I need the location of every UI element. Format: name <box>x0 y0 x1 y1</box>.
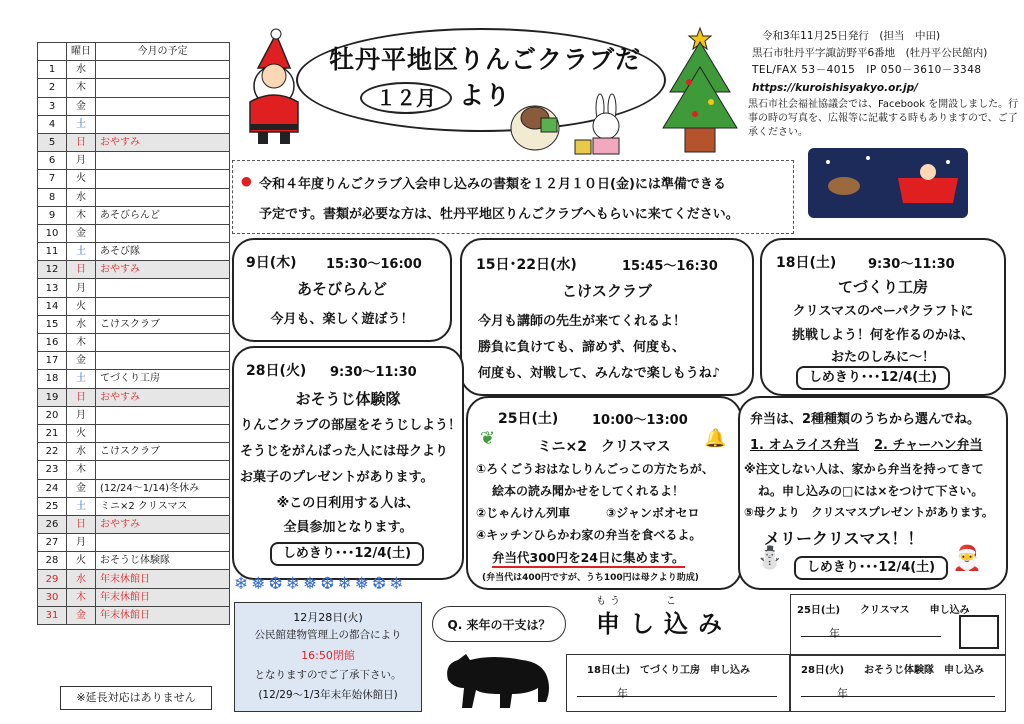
calendar-weekday: 土 <box>67 115 96 133</box>
calendar-row <box>38 206 230 224</box>
bell-icon: 🔔 <box>704 428 727 449</box>
event-18-deadline: しめきり･･･12/4(土) <box>796 366 950 390</box>
event-card-9 <box>232 238 452 342</box>
calendar-day: 5 <box>38 133 67 151</box>
santa-small-icon: 🎅 <box>952 544 982 572</box>
calendar-row <box>38 534 230 552</box>
event-28-deadline: しめきり･･･12/4(土) <box>270 542 424 566</box>
lunch-line-3: ※注文しない人は、家から弁当を持ってきて <box>744 462 984 476</box>
event-28-date: 28日(火) <box>246 363 307 379</box>
calendar-weekday: 日 <box>67 261 96 279</box>
form-25-year: 年 <box>829 627 840 640</box>
calendar-row <box>38 79 230 97</box>
calendar-plan: ミニ×2 クリスマス <box>96 497 230 515</box>
event-15-name: こけスクラブ <box>561 282 652 300</box>
cal-header-weekday: 曜日 <box>67 43 96 61</box>
calendar-weekday: 金 <box>67 97 96 115</box>
calendar-plan: (12/24～1/14)冬休み <box>96 479 230 497</box>
calendar-row <box>38 370 230 388</box>
calendar-day: 3 <box>38 97 67 115</box>
lunch-line-4: ね。申し込みの□には×をつけて下さい。 <box>758 484 984 498</box>
event-28-line-3: お菓子のプレゼントがあります。 <box>240 470 434 485</box>
calendar-plan <box>96 224 230 242</box>
calendar-plan <box>96 79 230 97</box>
event-25-line-6: (弁当代は400円ですが、うち100円は母クより助成) <box>482 573 699 583</box>
calendar-weekday: 日 <box>67 515 96 533</box>
calendar-day: 25 <box>38 497 67 515</box>
snowflake-icons: ❄❅❆❄❅❆❄❅❆❄ <box>234 574 407 594</box>
calendar-plan <box>96 279 230 297</box>
calendar-row <box>38 334 230 352</box>
calendar-plan <box>96 188 230 206</box>
event-25-line-5: 弁当代300円を24日に集めます。 <box>492 548 685 568</box>
calendar-weekday: 木 <box>67 206 96 224</box>
event-card-25 <box>466 396 742 590</box>
calendar-weekday: 火 <box>67 552 96 570</box>
calendar-day: 20 <box>38 406 67 424</box>
calendar-day: 17 <box>38 352 67 370</box>
event-25-line-1: ①ろくごうおはなしりんごっこの方たちが、 <box>476 462 714 476</box>
calendar-plan: あそび隊 <box>96 243 230 261</box>
event-25-line-3a: ②じゃんけん列車 <box>476 506 571 520</box>
calendar-day: 10 <box>38 224 67 242</box>
snowman-icon: ⛄ <box>756 546 784 571</box>
event-28-line-1: りんごクラブの部屋をそうじしよう！ <box>240 418 462 433</box>
cal-header-plan: 今月の予定 <box>96 43 230 61</box>
calendar-day: 14 <box>38 297 67 315</box>
calendar-day: 31 <box>38 606 67 624</box>
calendar-weekday: 月 <box>67 406 96 424</box>
event-25-time: 10:00～13:00 <box>592 413 688 428</box>
quiz-question: Q. 来年の干支は？ <box>447 618 551 632</box>
holly-icon: ❦ <box>480 428 496 449</box>
calendar-weekday: 水 <box>67 188 96 206</box>
calendar-day: 23 <box>38 461 67 479</box>
event-15-line-1: 今月も講師の先生が来てくれるよ！ <box>478 314 687 329</box>
calendar-day: 15 <box>38 315 67 333</box>
event-18-line-1: クリスマスのペーパクラフトに <box>792 304 974 319</box>
calendar-plan: おやすみ <box>96 515 230 533</box>
calendar-weekday: 土 <box>67 243 96 261</box>
event-25-date: 25日(土) <box>498 411 559 427</box>
calendar-day: 30 <box>38 588 67 606</box>
calendar-row <box>38 297 230 315</box>
calendar-plan <box>96 170 230 188</box>
calendar-weekday: 火 <box>67 297 96 315</box>
merry-christmas: メリークリスマス！！ <box>764 529 924 548</box>
membership-notice <box>232 160 794 234</box>
lunch-card <box>738 396 1008 590</box>
event-card-15-22 <box>460 238 754 396</box>
calendar-day: 1 <box>38 61 67 79</box>
calendar-day: 7 <box>38 170 67 188</box>
calendar-plan: おやすみ <box>96 388 230 406</box>
closing-reason: 公民館建物管理上の都合により <box>254 629 402 641</box>
tel-fax: TEL/FAX 53－4015 IP 050－3610－3348 <box>752 64 982 76</box>
event-9-desc: 今月も、楽しく遊ぼう！ <box>270 312 414 327</box>
calendar-day: 16 <box>38 334 67 352</box>
calendar-row <box>38 388 230 406</box>
event-18-line-3: おたのしみに～！ <box>830 350 935 365</box>
event-28-line-2: そうじをがんばった人には母クより <box>240 444 449 459</box>
form-28-year: 年 <box>837 687 848 700</box>
event-18-name: てづくり工房 <box>837 278 928 296</box>
event-9-date: 9日(木) <box>246 255 297 271</box>
closing-time: 16:50閉館 <box>301 649 355 662</box>
application-title: 申し込み <box>596 610 732 638</box>
calendar-day: 24 <box>38 479 67 497</box>
no-extension-note: ※延長対応はありません <box>60 686 212 710</box>
calendar-plan <box>96 352 230 370</box>
calendar-row <box>38 406 230 424</box>
calendar-day: 9 <box>38 206 67 224</box>
calendar-row <box>38 315 230 333</box>
calendar-row <box>38 170 230 188</box>
form-25-checkbox[interactable] <box>959 615 999 649</box>
calendar-row <box>38 570 230 588</box>
newsletter-title: 牡丹平地区りんごクラブだより <box>328 45 641 110</box>
form-18-year: 年 <box>617 687 628 700</box>
calendar-plan: こけスクラブ <box>96 315 230 333</box>
calendar-row <box>38 261 230 279</box>
calendar-day: 13 <box>38 279 67 297</box>
calendar-weekday: 木 <box>67 461 96 479</box>
event-18-date: 18日(土) <box>776 255 837 271</box>
calendar-weekday: 金 <box>67 352 96 370</box>
facebook-notice: 黒石市社会福祉協議会では、Facebook を開設しました。行事の時の写真を、広報等に記載する時もありますので、ご了承ください。 <box>748 99 1019 138</box>
calendar-row <box>38 152 230 170</box>
closing-notice <box>234 602 422 712</box>
calendar-row <box>38 479 230 497</box>
issue-date: 令和3年11月25日発行 (担当 中田) <box>762 30 941 42</box>
calendar-weekday: 月 <box>67 152 96 170</box>
event-28-line-4: ※この日利用する人は、 <box>276 496 420 511</box>
event-25-name: ミニ×2 クリスマス <box>537 439 671 455</box>
calendar-plan: おやすみ <box>96 261 230 279</box>
calendar-row <box>38 133 230 151</box>
lunch-option-1: 1. オムライス弁当 <box>750 438 859 453</box>
event-9-time: 15:30～16:00 <box>326 257 422 272</box>
calendar-plan: 年末休館日 <box>96 570 230 588</box>
event-25-line-4: ④キッチンひらかわ家の弁当を食べるよ。 <box>476 528 702 542</box>
calendar-row <box>38 97 230 115</box>
event-card-28 <box>232 346 464 580</box>
closing-apology: となりますのでご了承下さい。 <box>254 669 402 681</box>
calendar-weekday: 日 <box>67 388 96 406</box>
calendar-plan <box>96 152 230 170</box>
calendar-row <box>38 279 230 297</box>
event-28-line-5: 全員参加となります。 <box>283 520 413 535</box>
lunch-option-2: 2. チャーハン弁当 <box>874 438 983 453</box>
form-28 <box>790 654 1006 712</box>
calendar-weekday: 火 <box>67 424 96 442</box>
form-28-line[interactable] <box>801 695 995 697</box>
lunch-line-5: ⑤母クより クリスマスプレゼントがあります。 <box>744 505 994 519</box>
closing-holiday: (12/29～1/3年末年始休館日) <box>258 689 398 701</box>
sleigh-illustration <box>808 148 968 218</box>
calendar-day: 4 <box>38 115 67 133</box>
calendar-plan <box>96 334 230 352</box>
quiz-bubble <box>432 606 566 642</box>
event-15-date: 15日･22日(水) <box>476 257 577 273</box>
lunch-line-1: 弁当は、2種種類のうちから選んでね。 <box>750 412 981 427</box>
calendar-plan <box>96 61 230 79</box>
calendar-plan: 年末休館日 <box>96 588 230 606</box>
event-18-time: 9:30～11:30 <box>868 257 955 272</box>
form-18-line[interactable] <box>577 695 777 697</box>
calendar-weekday: 土 <box>67 497 96 515</box>
event-28-name: おそうじ体験隊 <box>295 390 401 408</box>
calendar-weekday: 日 <box>67 133 96 151</box>
tiger-silhouette-illustration <box>442 644 554 710</box>
calendar-row <box>38 224 230 242</box>
calendar-weekday: 金 <box>67 479 96 497</box>
apple-icon: ● <box>241 173 252 188</box>
form-25 <box>790 594 1006 656</box>
calendar-row <box>38 497 230 515</box>
calendar-weekday: 木 <box>67 588 96 606</box>
notice-line-1: 令和４年度りんごクラブ入会申し込みの書類を１２月１０日(金)には準備できる <box>259 177 726 192</box>
calendar-plan: あそびらんど <box>96 206 230 224</box>
calendar-plan: こけスクラブ <box>96 443 230 461</box>
calendar-day: 2 <box>38 79 67 97</box>
address: 黒石市牡丹平字諏訪野平6番地 (牡丹平公民館内) <box>752 47 988 59</box>
calendar-day: 6 <box>38 152 67 170</box>
calendar-day: 29 <box>38 570 67 588</box>
event-9-name: あそびらんど <box>296 280 387 298</box>
calendar-day: 8 <box>38 188 67 206</box>
calendar-plan <box>96 461 230 479</box>
calendar-weekday: 木 <box>67 334 96 352</box>
calendar-plan: てづくり工房 <box>96 370 230 388</box>
form-25-label: 25日(土) クリスマス 申し込み <box>797 605 970 616</box>
calendar-plan <box>96 406 230 424</box>
calendar-day: 28 <box>38 552 67 570</box>
calendar-weekday: 水 <box>67 315 96 333</box>
calendar-row <box>38 552 230 570</box>
calendar-weekday: 火 <box>67 170 96 188</box>
calendar-row <box>38 188 230 206</box>
cal-header-day <box>38 43 67 61</box>
calendar-weekday: 金 <box>67 224 96 242</box>
calendar-day: 21 <box>38 424 67 442</box>
calendar-plan: 年末休館日 <box>96 606 230 624</box>
event-28-time: 9:30～11:30 <box>330 365 417 380</box>
calendar-weekday: 木 <box>67 79 96 97</box>
calendar-plan: おそうじ体験隊 <box>96 552 230 570</box>
calendar-row <box>38 61 230 79</box>
calendar-row <box>38 443 230 461</box>
calendar-row <box>38 243 230 261</box>
calendar-weekday: 水 <box>67 61 96 79</box>
calendar-plan: おやすみ <box>96 133 230 151</box>
month-label: １２月 <box>360 82 452 114</box>
calendar-plan <box>96 115 230 133</box>
calendar-day: 11 <box>38 243 67 261</box>
calendar-row <box>38 424 230 442</box>
event-15-time: 15:45～16:30 <box>622 259 718 274</box>
form-18-label: 18日(土) てづくり工房 申し込み <box>587 665 751 676</box>
lunch-deadline: しめきり･･･12/4(土) <box>794 556 948 580</box>
calendar-row <box>38 461 230 479</box>
event-25-line-2: 絵本の読み聞かせをしてくれるよ！ <box>492 484 685 498</box>
calendar-day: 19 <box>38 388 67 406</box>
event-18-line-2: 挑戦しよう！何を作るのかは、 <box>791 328 974 343</box>
calendar-weekday: 水 <box>67 570 96 588</box>
calendar-weekday: 月 <box>67 534 96 552</box>
closing-date: 12月28日(火) <box>293 611 363 624</box>
application-ruby: もう こ <box>596 596 680 607</box>
form-25-line <box>801 635 941 637</box>
monthly-calendar <box>37 42 230 625</box>
calendar-plan <box>96 97 230 115</box>
event-15-line-2: 勝負に負けても、諦めず、何度も、 <box>478 340 685 355</box>
calendar-row <box>38 588 230 606</box>
event-15-line-3: 何度も、対戦して、みんなで楽しもうね♪ <box>478 366 721 381</box>
calendar-weekday: 水 <box>67 443 96 461</box>
calendar-plan <box>96 297 230 315</box>
calendar-row <box>38 515 230 533</box>
calendar-plan <box>96 534 230 552</box>
calendar-day: 26 <box>38 515 67 533</box>
notice-line-2: 予定です。書類が必要な方は、牡丹平地区りんごクラブへもらいに来てください。 <box>259 207 739 222</box>
calendar-weekday: 月 <box>67 279 96 297</box>
calendar-day: 18 <box>38 370 67 388</box>
christmas-tree-illustration <box>655 22 745 158</box>
calendar-day: 27 <box>38 534 67 552</box>
event-25-line-3b: ③ジャンボオセロ <box>606 506 700 520</box>
calendar-day: 22 <box>38 443 67 461</box>
calendar-day: 12 <box>38 261 67 279</box>
event-card-18 <box>760 238 1006 396</box>
calendar-row <box>38 115 230 133</box>
calendar-weekday: 金 <box>67 606 96 624</box>
form-28-label: 28日(火) おそうじ体験隊 申し込み <box>801 665 985 676</box>
form-18 <box>566 654 790 712</box>
calendar-weekday: 土 <box>67 370 96 388</box>
calendar-row <box>38 352 230 370</box>
website-link[interactable]: https://kuroishisyakyo.or.jp/ <box>752 82 918 94</box>
calendar-row <box>38 606 230 624</box>
calendar-plan <box>96 424 230 442</box>
sheep-rabbit-illustration <box>505 88 645 158</box>
